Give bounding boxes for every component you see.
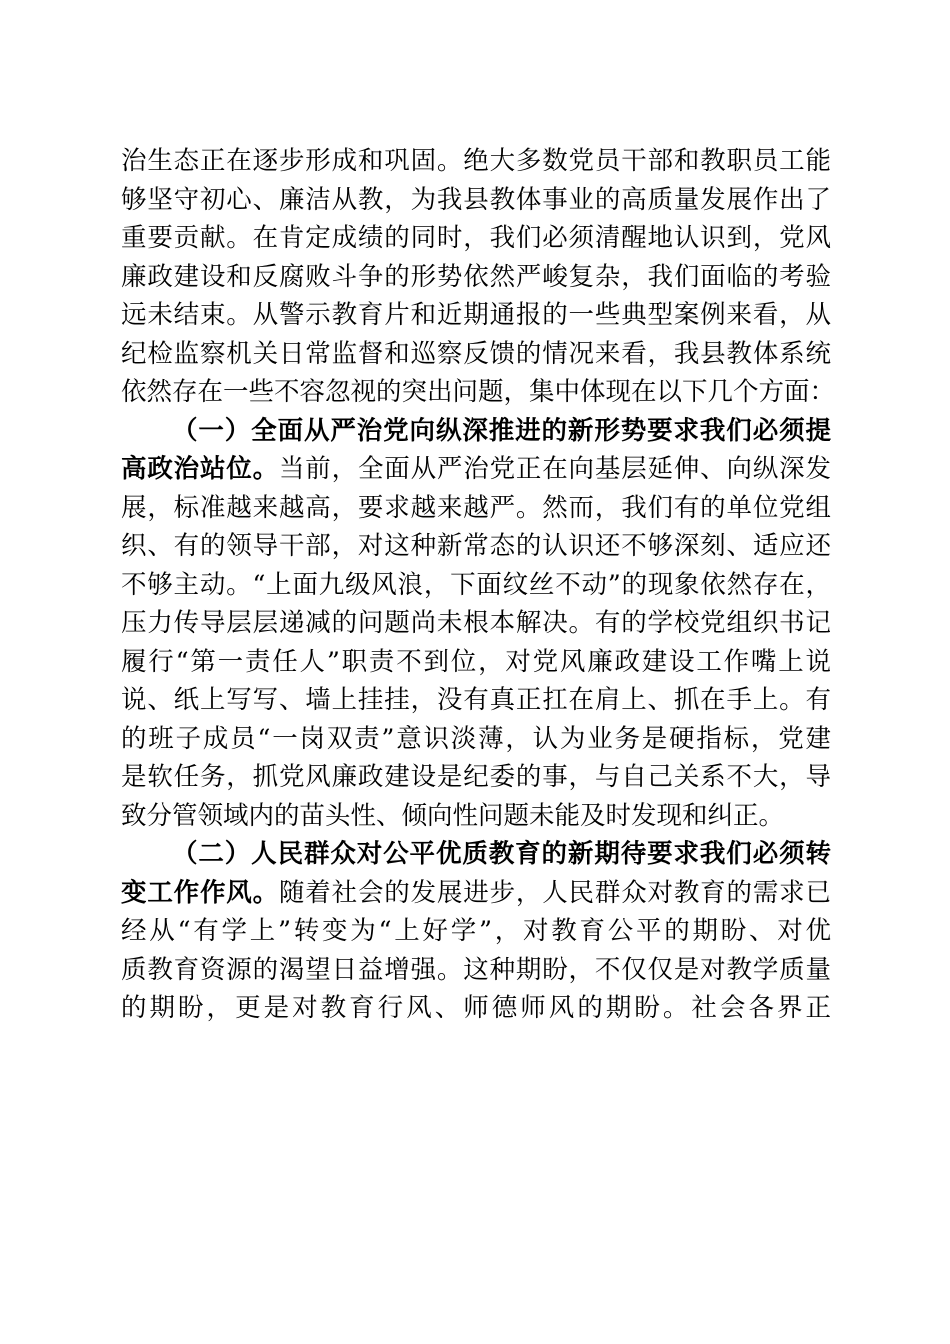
- text-line: 质教育资源的渴望日益增强。这种期盼，不仅仅是对教学质量: [121, 954, 831, 985]
- document-body: [121, 142, 836, 1028]
- section-one: [121, 412, 831, 836]
- section-heading: （一）全面从严治党向纵深推进的新形势要求我们必须提: [172, 415, 831, 446]
- text-line: 经从“有学上”转变为“上好学”，对教育公平的期盼、对优: [121, 916, 831, 946]
- text-line: 依然存在一些不容忽视的突出问题，集中体现在以下几个方面：: [121, 377, 836, 407]
- text-line: 是软任务，抓党风廉政建设是纪委的事，与自己关系不大，导: [121, 762, 831, 792]
- text-line: 远未结束。从警示教育片和近期通报的一些典型案例来看，从: [121, 300, 831, 330]
- section-two: [121, 835, 831, 1028]
- text-line: 够坚守初心、廉洁从教，为我县教体事业的高质量发展作出了: [121, 184, 831, 215]
- section-heading: （二）人民群众对公平优质教育的新期待要求我们必须转: [172, 839, 831, 869]
- text-line: 的期盼，更是对教育行风、师德师风的期盼。社会各界正: [121, 993, 831, 1023]
- text-line: 治生态正在逐步形成和巩固。绝大多数党员干部和教职员工能: [121, 146, 831, 176]
- text-line: 不够主动。“上面九级风浪，下面纹丝不动”的现象依然存在，: [121, 569, 831, 600]
- text-line: 说、纸上写写、墙上挂挂，没有真正扛在肩上、抓在手上。有: [121, 685, 831, 715]
- text-line: 致分管领域内的苗头性、倾向性问题未能及时发现和纠正。: [121, 800, 785, 831]
- text-line: 织、有的领导干部，对这种新常态的认识还不够深刻、适应还: [121, 531, 831, 561]
- text-line: 的班子成员“一岗双责”意识淡薄，认为业务是硬指标，党建: [121, 723, 831, 754]
- text-line: 履行“第一责任人”职责不到位，对党风廉政建设工作嘴上说: [121, 646, 831, 677]
- text-span: 随着社会的发展进步，人民群众对教育的需求已: [278, 877, 831, 908]
- text-line: [121, 874, 831, 913]
- text-line: 纪检监察机关日常监督和巡察反馈的情况来看，我县教体系统: [121, 338, 831, 369]
- text-line: 重要贡献。在肯定成绩的同时，我们必须清醒地认识到，党风: [121, 223, 831, 253]
- section-heading-end: 变工作作风。: [121, 877, 279, 908]
- text-line: 廉政建设和反腐败斗争的形势依然严峻复杂，我们面临的考验: [121, 261, 831, 292]
- text-line: [121, 450, 831, 489]
- paragraph-intro: [121, 142, 836, 412]
- text-line: 压力传导层层递减的问题尚未根本解决。有的学校党组织书记: [121, 608, 831, 638]
- section-heading-end: 高政治站位。: [121, 454, 279, 484]
- text-line: 展，标准越来越高，要求越来越严。然而，我们有的单位党组: [121, 492, 831, 523]
- text-span: 当前，全面从严治党正在向基层延伸、向纵深发: [278, 454, 831, 484]
